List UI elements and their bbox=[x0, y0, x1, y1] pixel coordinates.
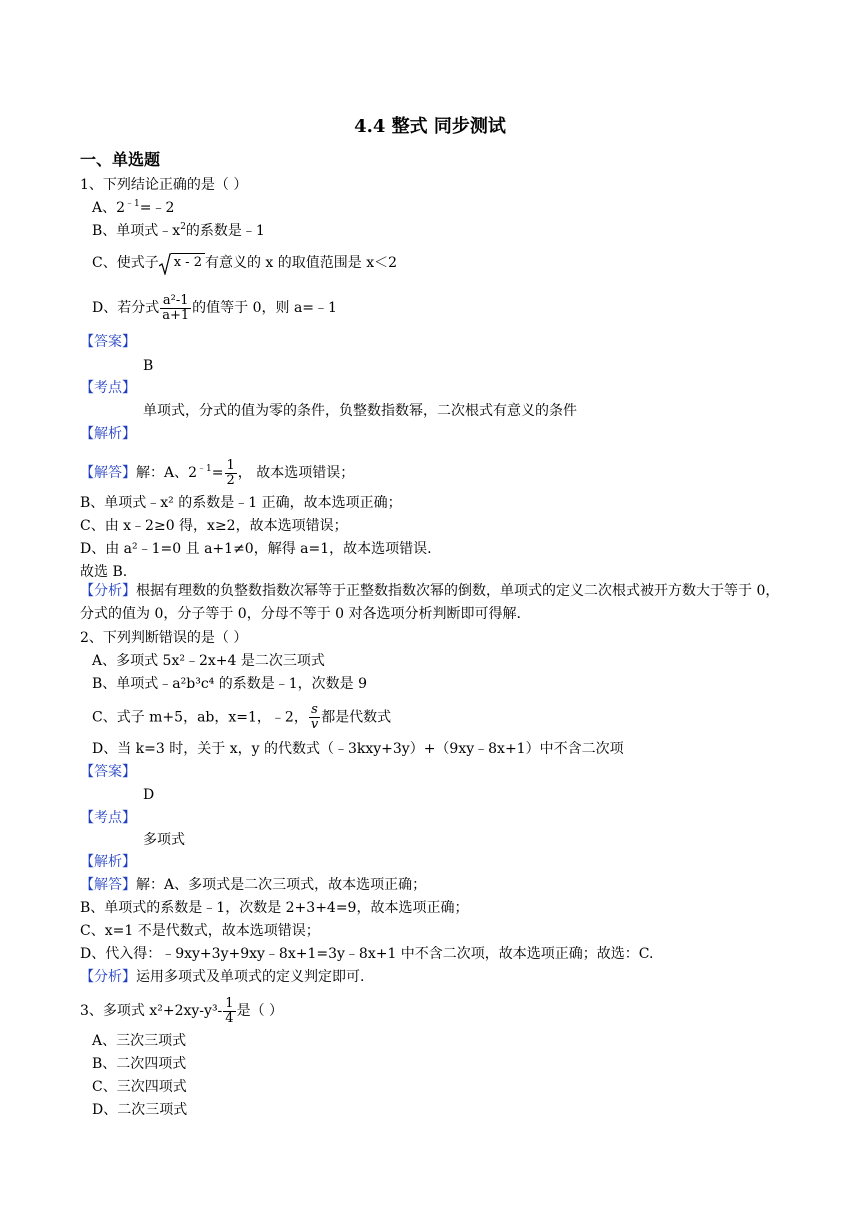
solution-line-1 bbox=[80, 458, 354, 488]
fraction-numerator: 1 bbox=[225, 995, 234, 1011]
q1-option-b-rest: 的系数是﹣1 bbox=[185, 223, 265, 239]
q3-stem bbox=[80, 996, 283, 1026]
answer-value: B bbox=[143, 358, 154, 374]
q2-option-c bbox=[92, 703, 391, 732]
q1-option-c bbox=[92, 253, 397, 273]
analysis-label: 【解析】 bbox=[80, 854, 136, 870]
q3-stem-text: 3、多项式 x²+2xy-y³- bbox=[80, 1003, 223, 1019]
q3-option-c: C、三次四项式 bbox=[92, 1079, 187, 1095]
q2-stem: 2、下列判断错误的是（ ） bbox=[80, 630, 248, 646]
solution-exponent: ﹣1 bbox=[197, 464, 212, 474]
q1-option-d bbox=[92, 293, 337, 323]
q1-option-a-rest: =﹣2 bbox=[139, 200, 175, 216]
q1-option-b-text: B、单项式﹣x bbox=[92, 223, 181, 239]
analysis-text: 运用多项式及单项式的定义判定即可. bbox=[136, 969, 365, 985]
q1-option-d-text: D、若分式 bbox=[92, 300, 160, 316]
fraction-denominator: 2 bbox=[226, 472, 235, 488]
fraction-numerator: s bbox=[309, 703, 320, 718]
analysis-tag: 【分析】 bbox=[80, 583, 136, 599]
q3-option-a: A、三次三项式 bbox=[92, 1033, 187, 1049]
q1-option-b bbox=[92, 221, 265, 241]
point-label: 【考点】 bbox=[80, 810, 136, 826]
analysis-tag: 【分析】 bbox=[80, 969, 136, 985]
section-heading: 一、单选题 bbox=[80, 150, 161, 169]
answer-value: D bbox=[143, 787, 155, 803]
fraction bbox=[309, 703, 320, 732]
point-text: 单项式，分式的值为零的条件，负整数指数幂，二次根式有意义的条件 bbox=[143, 403, 577, 419]
fraction-denominator: v bbox=[310, 717, 319, 732]
analysis-text: 根据有理数的负整数指数次幂等于正整数指数次幂的倒数，单项式的定义二次根式被开方数大于等于 0，分式的值为 0，分子等于 0，分母不等于 0 对各选项分析判断即可得解. bbox=[80, 583, 780, 622]
q1-option-a-base: A、2 bbox=[92, 200, 126, 216]
q3-option-d: D、二次三项式 bbox=[92, 1102, 188, 1118]
q1-option-d-rest: 的值等于 0，则 a=﹣1 bbox=[192, 300, 337, 316]
solution-line-1 bbox=[80, 875, 426, 895]
analysis-paragraph bbox=[80, 967, 364, 987]
solution-line-2: B、单项式﹣x² 的系数是﹣1 正确，故本选项正确； bbox=[80, 495, 402, 511]
fraction bbox=[223, 997, 235, 1026]
answer-label: 【答案】 bbox=[80, 764, 136, 780]
point-text: 多项式 bbox=[143, 832, 185, 848]
point-label: 【考点】 bbox=[80, 380, 136, 396]
q2-option-c-rest: 都是代数式 bbox=[321, 709, 392, 726]
q1-option-a bbox=[92, 198, 174, 218]
solution-text: 解：A、2 bbox=[136, 465, 198, 481]
q2-option-a: A、多项式 5x²﹣2x+4 是二次三项式 bbox=[92, 653, 325, 669]
radical-sign-icon bbox=[159, 253, 171, 275]
q2-option-c-text: C、式子 m+5，ab，x=1，﹣2， bbox=[92, 709, 308, 726]
solution-label: 【解答】 bbox=[80, 877, 136, 893]
q3-stem-rest: 是（ ） bbox=[236, 1003, 284, 1019]
q1-option-b-exponent: 2 bbox=[180, 222, 186, 232]
q3-option-b: B、二次四项式 bbox=[92, 1056, 187, 1072]
solution-line-5: 故选 B. bbox=[80, 564, 128, 580]
fraction bbox=[225, 459, 237, 488]
fraction-denominator: 4 bbox=[225, 1010, 234, 1026]
answer-label: 【答案】 bbox=[80, 334, 136, 350]
q1-stem: 1、下列结论正确的是（ ） bbox=[80, 177, 248, 193]
solution-text: 解：A、多项式是二次三项式，故本选项正确； bbox=[136, 877, 427, 893]
q1-option-a-exponent: ﹣1 bbox=[125, 199, 140, 209]
q2-option-b: B、单项式﹣a²b³c⁴ 的系数是﹣1，次数是 9 bbox=[92, 676, 367, 692]
fraction-denominator: a+1 bbox=[162, 307, 190, 323]
sqrt-expression bbox=[159, 253, 205, 273]
solution-line-2: B、单项式的系数是﹣1，次数是 2+3+4=9，故本选项正确； bbox=[80, 900, 469, 916]
fraction-numerator: a²-1 bbox=[160, 294, 191, 309]
page-title: 4.4 整式 同步测试 bbox=[354, 116, 506, 137]
q2-option-d: D、当 k=3 时，关于 x，y 的代数式（﹣3kxy+3y）+（9xy﹣8x+1）中不含二次项 bbox=[92, 741, 624, 757]
analysis-label: 【解析】 bbox=[80, 426, 136, 442]
analysis-paragraph bbox=[80, 580, 780, 626]
solution-equals: = bbox=[211, 465, 224, 481]
radicand: x - 2 bbox=[171, 253, 205, 272]
fraction-numerator: 1 bbox=[226, 457, 235, 473]
solution-line-3: C、x=1 不是代数式，故本选项错误； bbox=[80, 923, 320, 939]
solution-text: ， 故本选项错误； bbox=[237, 465, 355, 481]
solution-line-3: C、由 x﹣2≥0 得，x≥2，故本选项错误； bbox=[80, 518, 348, 534]
solution-label: 【解答】 bbox=[80, 465, 136, 481]
fraction bbox=[160, 294, 191, 323]
solution-line-4: D、由 a²﹣1=0 且 a+1≠0，解得 a=1，故本选项错误. bbox=[80, 541, 432, 557]
solution-line-4: D、代入得：﹣9xy+3y+9xy﹣8x+1=3y﹣8x+1 中不含二次项，故本选项正确；故选：C. bbox=[80, 946, 654, 962]
q1-option-c-text: C、使式子 bbox=[92, 255, 159, 271]
q1-option-c-rest: 有意义的 x 的取值范围是 x＜2 bbox=[204, 255, 398, 271]
